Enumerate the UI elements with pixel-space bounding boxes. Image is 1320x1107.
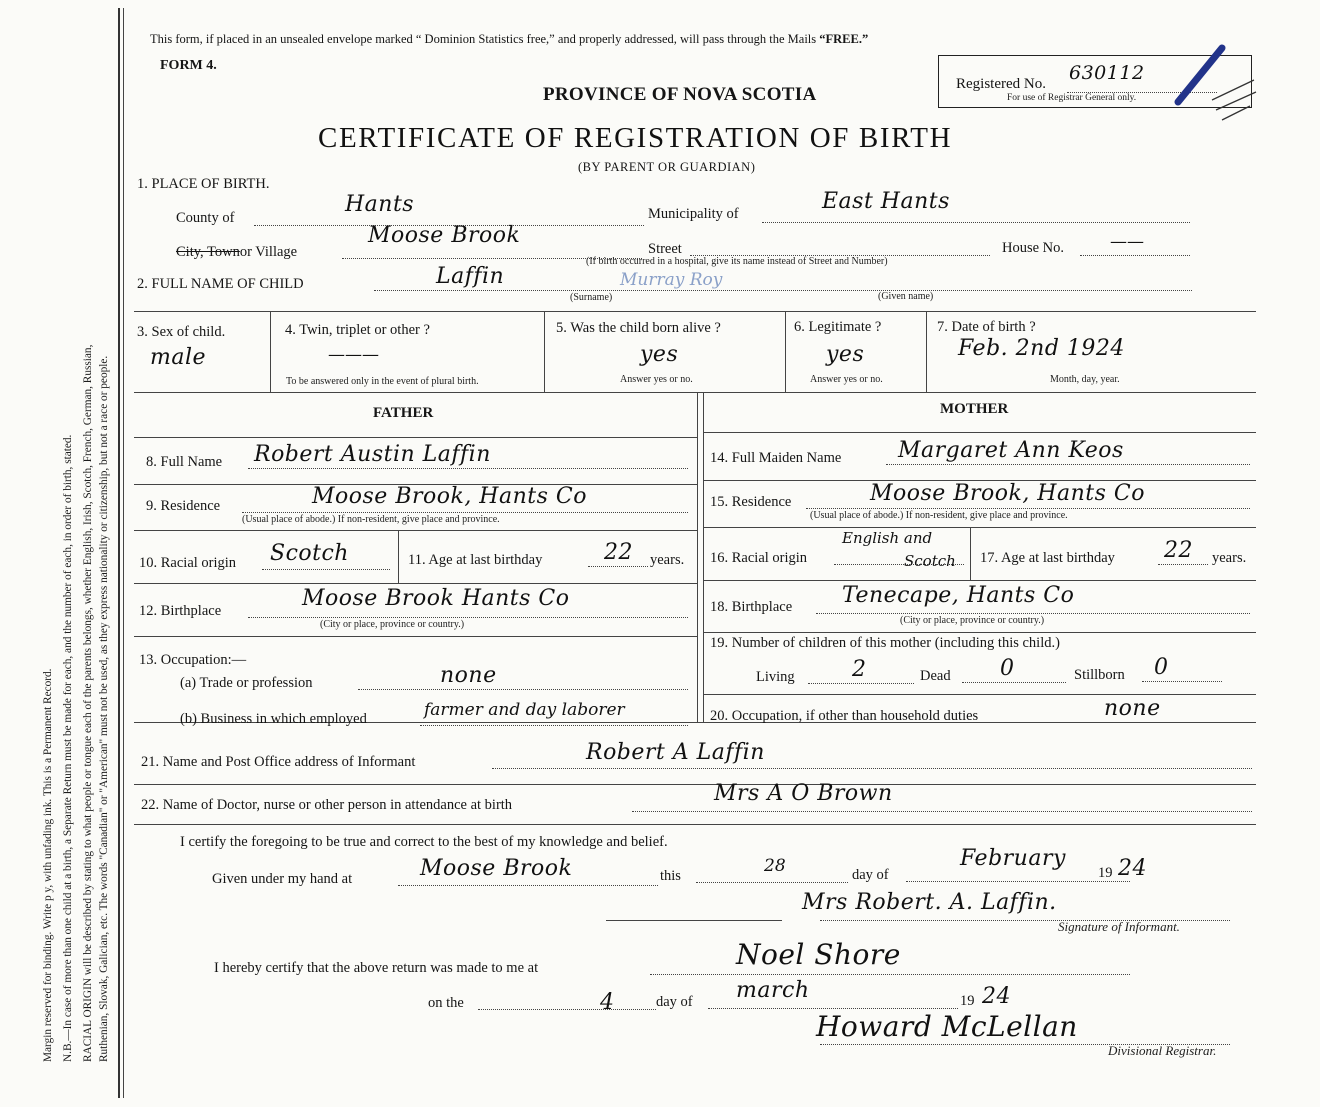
dead-label: Dead bbox=[920, 668, 951, 684]
house-number-value: —— bbox=[1110, 232, 1144, 252]
informant-label: 21. Name and Post Office address of Informant bbox=[141, 754, 416, 770]
mother-rule-4 bbox=[703, 632, 1256, 633]
certify-day-line bbox=[696, 882, 848, 883]
province-heading: PROVINCE OF NOVA SCOTIA bbox=[543, 84, 817, 105]
registered-label: Registered No. bbox=[956, 76, 1046, 92]
mother-age-value: 22 bbox=[1164, 538, 1193, 563]
mother-name-line bbox=[886, 464, 1250, 465]
mother-header-rule bbox=[703, 432, 1256, 433]
business-line bbox=[420, 725, 688, 726]
child-name-label: 2. FULL NAME OF CHILD bbox=[137, 276, 304, 292]
born-alive-note: Answer yes or no. bbox=[620, 374, 693, 385]
twin-label: 4. Twin, triplet or other ? bbox=[285, 322, 430, 338]
margin-rule bbox=[118, 8, 120, 1098]
street-note: (If birth occurred in a hospital, give its name instead of Street and Number) bbox=[586, 256, 888, 267]
children-count-label: 19. Number of children of this mother (including this child.) bbox=[710, 635, 1060, 651]
surname-caption: (Surname) bbox=[570, 292, 613, 303]
father-name-label: 8. Full Name bbox=[146, 454, 223, 470]
stillborn-value: 0 bbox=[1154, 655, 1169, 680]
mother-birthplace-value: Tenecape, Hants Co bbox=[842, 583, 1075, 608]
given-place-value: Moose Brook bbox=[420, 856, 573, 881]
city-town-struck: City, Town bbox=[176, 244, 240, 260]
registrar-day-of-label: day of bbox=[656, 994, 693, 1010]
father-race-label: 10. Racial origin bbox=[139, 555, 237, 571]
mail-note-text: This form, if placed in an unsealed envelope marked “ Dominion Statistics free,” and properly addressed, will pass through the Mails bbox=[150, 32, 817, 46]
mother-race-value-1: English and bbox=[842, 529, 933, 547]
living-value: 2 bbox=[852, 657, 867, 682]
father-age-divider bbox=[398, 530, 399, 583]
registrar-month-line bbox=[708, 1008, 958, 1009]
twin-note: To be answered only in the event of plural birth. bbox=[286, 376, 479, 387]
mother-rule-5 bbox=[703, 694, 1256, 695]
mother-name-value: Margaret Ann Keos bbox=[898, 438, 1124, 463]
mother-occupation-label: 20. Occupation, if other than household duties bbox=[710, 708, 979, 724]
mail-note bbox=[150, 32, 868, 47]
father-residence-label: 9. Residence bbox=[146, 498, 221, 514]
occupation-heading: 13. Occupation:— bbox=[139, 652, 247, 668]
this-label: this bbox=[660, 868, 681, 884]
father-birthplace-note: (City or place, province or country.) bbox=[320, 619, 465, 630]
mother-residence-line bbox=[806, 508, 1250, 509]
given-under-hand-label: Given under my hand at bbox=[212, 871, 353, 887]
margin-note-racial-origin: RACIAL ORIGIN will be described by stating to what people or tongue each of the parents belongs, whether English, Irish, Scotch, French, German, Russian, bbox=[82, 344, 94, 1062]
certify-year-value: 24 bbox=[1118, 856, 1147, 881]
house-number-line bbox=[1080, 255, 1190, 256]
doctor-rule bbox=[134, 824, 1256, 825]
father-race-line bbox=[262, 569, 390, 570]
legitimate-note: Answer yes or no. bbox=[810, 374, 883, 385]
mother-residence-note: (Usual place of abode.) If non-resident, give place and province. bbox=[810, 510, 1068, 521]
certify-day-of-label: day of bbox=[852, 867, 889, 883]
certify-year-prefix: 19 bbox=[1098, 865, 1113, 881]
row3-bottom-rule bbox=[134, 392, 1256, 393]
business-value: farmer and day laborer bbox=[424, 700, 625, 720]
doctor-line bbox=[632, 811, 1252, 812]
check-mark-icon bbox=[1150, 40, 1260, 130]
father-residence-note: (Usual place of abode.) If non-resident, give place and province. bbox=[242, 514, 500, 525]
registrar-signature: Howard McLellan bbox=[816, 1010, 1078, 1043]
father-birthplace-value: Moose Brook Hants Co bbox=[302, 586, 570, 611]
business-label: (b) Business in which employed bbox=[180, 711, 367, 727]
born-alive-value: yes bbox=[640, 342, 679, 367]
living-line bbox=[808, 683, 914, 684]
certify-month-line bbox=[906, 881, 1130, 882]
registrar-note: For use of Registrar General only. bbox=[1007, 93, 1137, 103]
municipality-value: East Hants bbox=[822, 189, 950, 214]
mother-birthplace-label: 18. Birthplace bbox=[710, 599, 793, 615]
sex-value: male bbox=[150, 345, 207, 370]
certificate-subtitle: (BY PARENT OR GUARDIAN) bbox=[578, 160, 756, 174]
doctor-value: Mrs A O Brown bbox=[714, 781, 893, 806]
county-label: County of bbox=[176, 210, 235, 226]
registrar-place-value: Noel Shore bbox=[736, 938, 901, 971]
mother-birthplace-line bbox=[816, 613, 1250, 614]
certificate-title: CERTIFICATE OF REGISTRATION OF BIRTH bbox=[318, 122, 953, 154]
mother-birthplace-note: (City or place, province or country.) bbox=[900, 615, 1045, 626]
trade-label: (a) Trade or profession bbox=[180, 675, 313, 691]
dead-line bbox=[962, 682, 1066, 683]
sex-label: 3. Sex of child. bbox=[137, 324, 226, 340]
born-alive-label: 5. Was the child born alive ? bbox=[556, 320, 721, 336]
mother-age-line bbox=[1158, 564, 1208, 565]
margin-note-nationality: Ruthenian, Slovak, Galician, etc. The words "Canadian" or "American" must not be used, as they express nationality or citizenship, but not a race or people. bbox=[98, 355, 110, 1062]
registrar-day-line bbox=[478, 1009, 656, 1010]
father-birthplace-label: 12. Birthplace bbox=[139, 603, 222, 619]
registered-value: 630112 bbox=[1069, 62, 1145, 84]
village-label: or Village bbox=[239, 244, 298, 260]
mother-age-divider bbox=[970, 527, 971, 580]
informant-signature: Mrs Robert. A. Laffin. bbox=[802, 890, 1057, 915]
legitimate-value: yes bbox=[826, 342, 865, 367]
registrar-place-line bbox=[650, 974, 1130, 975]
registrar-year-prefix: 19 bbox=[960, 993, 975, 1009]
margin-note-binding: Margin reserved for binding. Write p y, with unfading ink. This is a Permanent Record. bbox=[42, 668, 54, 1062]
child-name-line bbox=[374, 290, 1192, 291]
registrar-month-value: march bbox=[736, 978, 810, 1003]
registrar-statement: I hereby certify that the above return was made to me at bbox=[214, 960, 539, 976]
father-residence-line bbox=[242, 512, 688, 513]
informant-line bbox=[492, 768, 1252, 769]
binding-margin bbox=[0, 0, 112, 1107]
margin-note-multiple-births: N.B.—In case of more than one child at a birth, a Separate Return must be made for each, and the number of each, in order of birth, stated. bbox=[62, 434, 74, 1062]
father-rule-4 bbox=[134, 636, 697, 637]
mother-age-unit: years. bbox=[1212, 550, 1247, 566]
living-label: Living bbox=[756, 669, 795, 685]
father-name-value: Robert Austin Laffin bbox=[254, 442, 491, 467]
date-of-birth-value: Feb. 2nd 1924 bbox=[958, 336, 1125, 361]
street-label: Street bbox=[648, 241, 682, 257]
stillborn-line bbox=[1142, 681, 1222, 682]
mother-name-label: 14. Full Maiden Name bbox=[710, 450, 842, 466]
twin-value: ——— bbox=[328, 345, 379, 365]
father-heading: FATHER bbox=[373, 405, 434, 421]
county-value: Hants bbox=[345, 192, 415, 217]
mother-race-label: 16. Racial origin bbox=[710, 550, 808, 566]
mother-heading: MOTHER bbox=[940, 401, 1009, 417]
dead-value: 0 bbox=[1000, 656, 1015, 681]
form-number: FORM 4. bbox=[160, 58, 217, 73]
margin-rule-inner bbox=[123, 8, 124, 1098]
given-name-caption: (Given name) bbox=[878, 291, 934, 302]
date-of-birth-label: 7. Date of birth ? bbox=[937, 319, 1036, 335]
row3-divider-2 bbox=[544, 311, 545, 392]
place-of-birth-heading: 1. PLACE OF BIRTH. bbox=[137, 176, 270, 192]
doctor-label: 22. Name of Doctor, nurse or other person in attendance at birth bbox=[141, 797, 513, 813]
father-age-line bbox=[588, 566, 648, 567]
row3-divider-3 bbox=[785, 311, 786, 392]
father-residence-value: Moose Brook, Hants Co bbox=[312, 484, 587, 509]
mother-rule-3 bbox=[703, 580, 1256, 581]
mother-residence-label: 15. Residence bbox=[710, 494, 792, 510]
trade-line bbox=[358, 689, 688, 690]
certify-month-value: February bbox=[960, 846, 1066, 871]
father-race-value: Scotch bbox=[270, 541, 349, 566]
certify-day-value: 28 bbox=[764, 856, 786, 876]
informant-value: Robert A Laffin bbox=[586, 740, 765, 765]
city-town-village-label bbox=[176, 244, 297, 261]
given-place-line bbox=[398, 885, 658, 886]
mother-rule-2 bbox=[703, 527, 1256, 528]
mail-note-free: “FREE.” bbox=[819, 32, 869, 46]
father-birthplace-line bbox=[248, 617, 688, 618]
informant-certify-statement: I certify the foregoing to be true and correct to the best of my knowledge and belief. bbox=[180, 834, 668, 850]
father-rule-3 bbox=[134, 583, 697, 584]
mother-residence-value: Moose Brook, Hants Co bbox=[870, 481, 1145, 506]
blank-signature-line bbox=[606, 920, 782, 921]
date-of-birth-note: Month, day, year. bbox=[1050, 374, 1120, 385]
mother-age-label: 17. Age at last birthday bbox=[980, 550, 1115, 566]
municipality-line bbox=[762, 222, 1190, 223]
village-value: Moose Brook bbox=[368, 223, 521, 248]
child-surname-value: Laffin bbox=[436, 264, 505, 289]
child-given-name-value: Murray Roy bbox=[620, 270, 723, 290]
parents-divider bbox=[697, 392, 698, 722]
father-age-unit: years. bbox=[650, 552, 685, 568]
informant-signature-caption: Signature of Informant. bbox=[1058, 919, 1180, 934]
row3-divider-4 bbox=[926, 311, 927, 392]
stillborn-label: Stillborn bbox=[1074, 667, 1125, 683]
informant-rule bbox=[134, 784, 1256, 785]
registrar-caption: Divisional Registrar. bbox=[1108, 1043, 1217, 1058]
mother-race-value-2: Scotch bbox=[904, 552, 956, 570]
municipality-label: Municipality of bbox=[648, 206, 739, 222]
father-name-line bbox=[248, 468, 688, 469]
trade-value: none bbox=[440, 663, 497, 688]
legitimate-label: 6. Legitimate ? bbox=[794, 319, 882, 335]
father-header-rule bbox=[134, 437, 697, 438]
house-number-label: House No. bbox=[1002, 240, 1065, 256]
father-rule-2 bbox=[134, 530, 697, 531]
mother-occupation-line bbox=[1064, 722, 1250, 723]
father-age-label: 11. Age at last birthday bbox=[408, 552, 543, 568]
registrar-day-value: 4 bbox=[600, 990, 615, 1015]
father-age-value: 22 bbox=[604, 540, 633, 565]
row3-divider-1 bbox=[270, 311, 271, 392]
registrar-on-the-label: on the bbox=[428, 995, 464, 1011]
registrar-year-value: 24 bbox=[982, 984, 1011, 1009]
row3-top-rule bbox=[134, 311, 1256, 312]
parents-divider-inner bbox=[703, 392, 704, 722]
mother-occupation-value: none bbox=[1104, 696, 1161, 721]
